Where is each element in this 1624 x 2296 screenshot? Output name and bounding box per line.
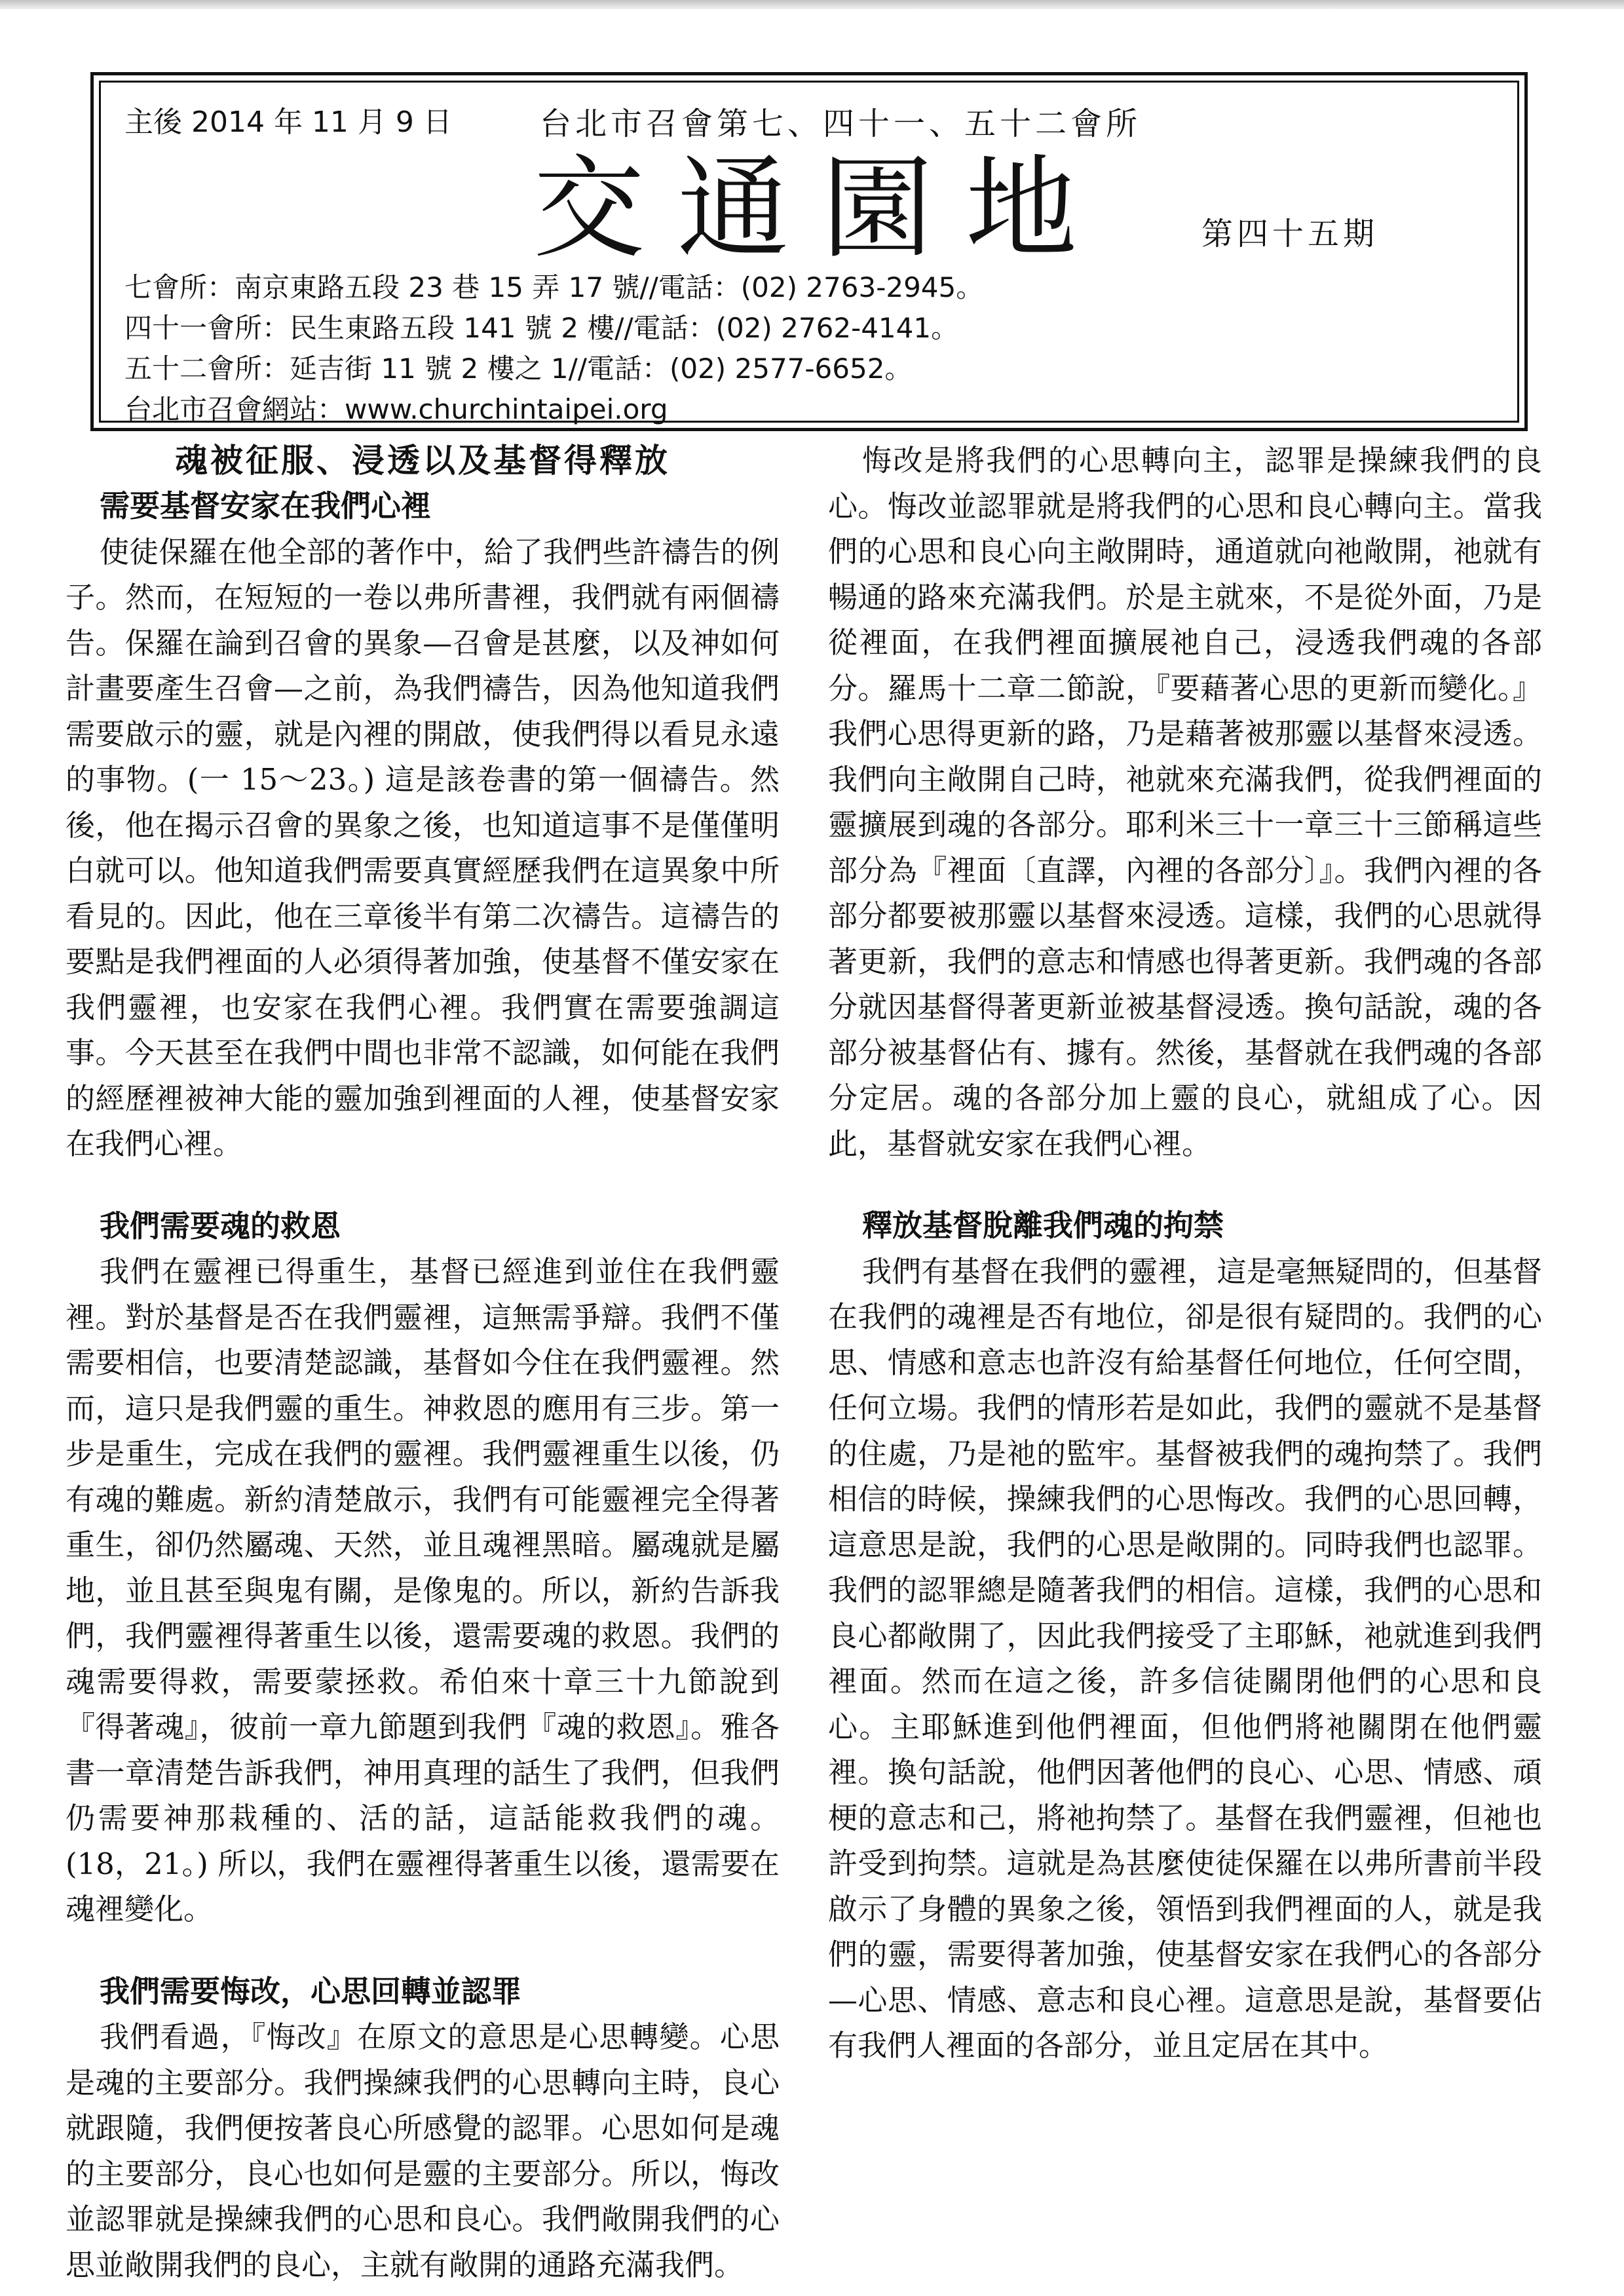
column-right [828, 438, 1542, 2069]
address-line: 五十二會所：延吉街 11 號 2 樓之 1//電話：(02) 2577-6652。 [124, 353, 913, 385]
section-heading: 我們需要魂的救恩 [100, 1208, 341, 1244]
website-line: 台北市召會網站：www.churchintaipei.org [124, 393, 668, 425]
paragraph: 我們有基督在我們的靈裡，這是毫無疑問的，但基督在我們的魂裡是否有地位，卻是很有疑問的。我們的心思、情感和意志也許沒有給基督任何地位，任何空間，任何立場。我們的情形若是如此，我們的靈就不是基督的住處，乃是祂的監牢。基督被我們的魂拘禁了。我們相信的時候，操練我們的心思悔改。我們的心思回轉，這意思是說，我們的心思是敞開的。同時我們也認罪。我們的認罪總是隨著我們的相信。這樣，我們的心思和良心都敞開了，因此我們接受了主耶穌，祂就進到我們裡面。然而在這之後，許多信徒關閉他們的心思和良心。主耶穌進到他們裡面，但他們將祂關閉在他們靈裡。換句話說，他們因著他們的良心、心思、情感、頑梗的意志和己，將祂拘禁了。基督在我們靈裡，但祂也許受到拘禁。這就是為甚麼使徒保羅在以弗所書前半段啟示了身體的異象之後，領悟到我們裡面的人，就是我們的靈，需要得著加強，使基督安家在我們心的各部分—心思、情感、意志和良心裡。這意思是說，基督要佔有我們人裡面的各部分，並且定居在其中。 [828, 1253, 1542, 2063]
paragraph: 我們看過，『悔改』在原文的意思是心思轉變。心思是魂的主要部分。我們操練我們的心思轉向主時，良心就跟隨，我們便按著良心所感覺的認罪。心思如何是魂的主要部分，良心也如何是靈的主要部分。所以，悔改並認罪就是操練我們的心思和良心。我們敞開我們的心思並敞開我們的良心，主就有敞開的通路充滿我們。 [66, 2019, 780, 2282]
article-title: 魂被征服、浸透以及基督得釋放 [175, 441, 670, 480]
paragraph: 使徒保羅在他全部的著作中，給了我們些許禱告的例子。然而，在短短的一卷以弗所書裡，我們就有兩個禱告。保羅在論到召會的異象—召會是甚麼，以及神如何計畫要產生召會—之前，為我們禱告，因為他知道我們需要啟示的靈，就是內裡的開啟，使我們得以看見永遠的事物。(一 15～23。) 這是該卷書的第一個禱告。然後，他在揭示召會的異象之後，也知道這事不是僅僅明白就可以。他知道我們需要真實經歷我們在這異象中所看見的。因此，他在三章後半有第二次禱告。這禱告的要點是我們裡面的人必須得著加強，使基督不僅安家在我們靈裡，也安家在我們心裡。我們實在需要強調這事。今天甚至在我們中間也非常不認識，如何能在我們的經歷裡被神大能的靈加強到裡面的人裡，使基督安家在我們心裡。 [66, 534, 780, 1161]
address-line: 四十一會所：民生東路五段 141 號 2 樓//電話：(02) 2762-4141。 [124, 312, 959, 344]
paragraph: 悔改是將我們的心思轉向主，認罪是操練我們的良心。悔改並認罪就是將我們的心思和良心轉向主。當我們的心思和良心向主敞開時，通道就向祂敞開，祂就有暢通的路來充滿我們。於是主就來，不是從外面，乃是從裡面，在我們裡面擴展祂自己，浸透我們魂的各部分。羅馬十二章二節說，『要藉著心思的更新而變化。』我們心思得更新的路，乃是藉著被那靈以基督來浸透。我們向主敞開自己時，祂就來充滿我們，從我們裡面的靈擴展到魂的各部分。耶利米三十一章三十三節稱這些部分為『裡面〔直譯，內裡的各部分〕』。我們內裡的各部分都要被那靈以基督來浸透。這樣，我們的心思就得著更新，我們的意志和情感也得著更新。我們魂的各部分就因基督得著更新並被基督浸透。換句話說，魂的各部分被基督佔有、據有。然後，基督就在我們魂的各部分定居。魂的各部分加上靈的良心，就組成了心。因此，基督就安家在我們心裡。 [828, 443, 1542, 1161]
section-heading: 需要基督安家在我們心裡 [100, 488, 431, 524]
masthead-frame [99, 81, 1519, 423]
section-heading: 我們需要悔改，心思回轉並認罪 [100, 1973, 521, 2009]
paragraph: 我們在靈裡已得重生，基督已經進到並住在我們靈裡。對於基督是否在我們靈裡，這無需爭辯。我們不僅需要相信，也要清楚認識，基督如今住在我們靈裡。然而，這只是我們靈的重生。神救恩的應用有三步。第一步是重生，完成在我們的靈裡。我們靈裡重生以後，仍有魂的難處。新約清楚啟示，我們有可能靈裡完全得著重生，卻仍然屬魂、天然，並且魂裡黑暗。屬魂就是屬地，並且甚至與鬼有關，是像鬼的。所以，新約告訴我們，我們靈裡得著重生以後，還需要魂的救恩。我們的魂需要得救，需要蒙拯救。希伯來十章三十九節說到『得著魂』，彼前一章九節題到我們『魂的救恩』。雅各書一章清楚告訴我們，神用真理的話生了我們，但我們仍需要神那栽種的、活的話，這話能救我們的魂。(18，21。) 所以，我們在靈裡得著重生以後，還需要在魂裡變化。 [66, 1254, 780, 1926]
issue-date: 主後 2014 年 11 月 9 日 [124, 105, 452, 139]
scan-edge [0, 0, 1624, 9]
issue-number: 第四十五期 [1201, 216, 1379, 252]
organization-name: 台北市召會第七、四十一、五十二會所 [540, 105, 1142, 142]
section-heading: 釋放基督脫離我們魂的拘禁 [862, 1208, 1224, 1243]
column-left [66, 438, 780, 2287]
newsletter-title: 交通園地 [533, 144, 1110, 274]
address-line: 七會所：南京東路五段 23 巷 15 弄 17 號//電話：(02) 2763-2945。 [124, 271, 984, 303]
masthead [90, 72, 1528, 431]
